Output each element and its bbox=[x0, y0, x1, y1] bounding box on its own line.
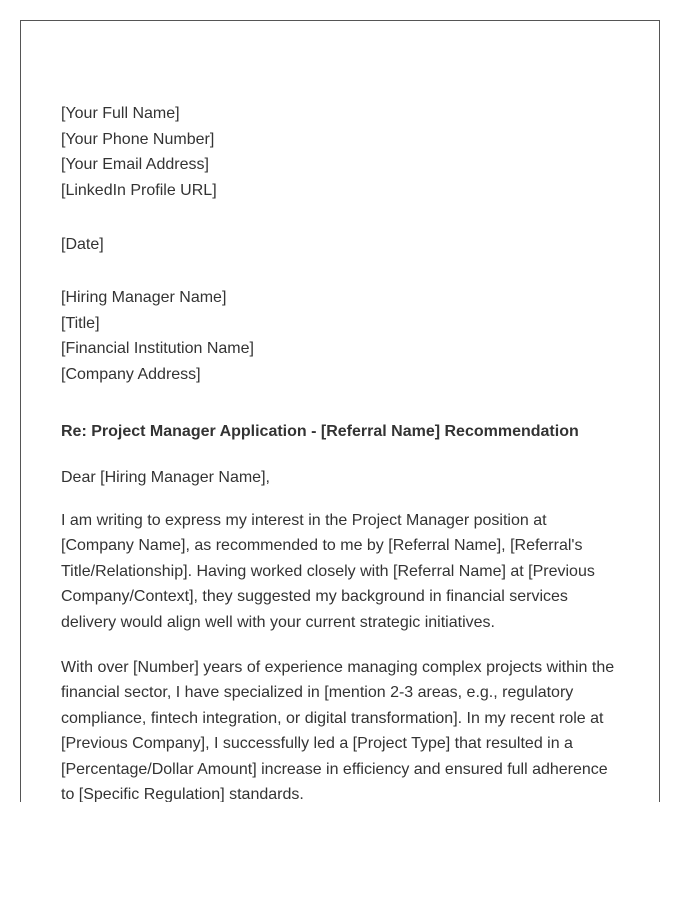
recipient-name: [Hiring Manager Name] bbox=[61, 288, 227, 306]
subject-line: Re: Project Manager Application - [Referral Name] Recommendation bbox=[61, 423, 579, 441]
recipient-institution: [Financial Institution Name] bbox=[61, 340, 254, 358]
sender-block bbox=[61, 101, 621, 203]
recipient-title: [Title] bbox=[61, 314, 100, 332]
letter-content bbox=[61, 101, 621, 802]
letter-page bbox=[20, 20, 660, 802]
date-block bbox=[61, 232, 621, 258]
salutation: Dear [Hiring Manager Name], bbox=[61, 468, 270, 486]
sender-email: [Your Email Address] bbox=[61, 156, 209, 174]
sender-full-name: [Your Full Name] bbox=[61, 105, 180, 122]
recipient-address: [Company Address] bbox=[61, 365, 201, 383]
sender-phone: [Your Phone Number] bbox=[61, 130, 215, 148]
body-paragraph-1: I am writing to express my interest in the Project Manager position at [Company Name], as recommended to me by [Referral Name], [Referral's Title/Relationship]. Having worked closely with [Referral Name] at [Previous Company/Context], they suggested my background in financial services delivery would align well with your current strategic initiatives. bbox=[61, 511, 595, 631]
body-paragraph-2: With over [Number] years of experience managing complex projects within the financial sector, I have specialized in [mention 2-3 areas, e.g., regulatory compliance, fintech integration, or digital transformation]. In my recent role at [Previous Company], I successfully led a [Project Type] that resulted in a [Percentage/Dollar Amount] increase in efficiency and ensured full adherence to [Specific Regulation] standards. bbox=[61, 658, 615, 802]
recipient-block bbox=[61, 285, 621, 387]
sender-linkedin: [LinkedIn Profile URL] bbox=[61, 181, 217, 199]
letter-date: [Date] bbox=[61, 236, 104, 254]
